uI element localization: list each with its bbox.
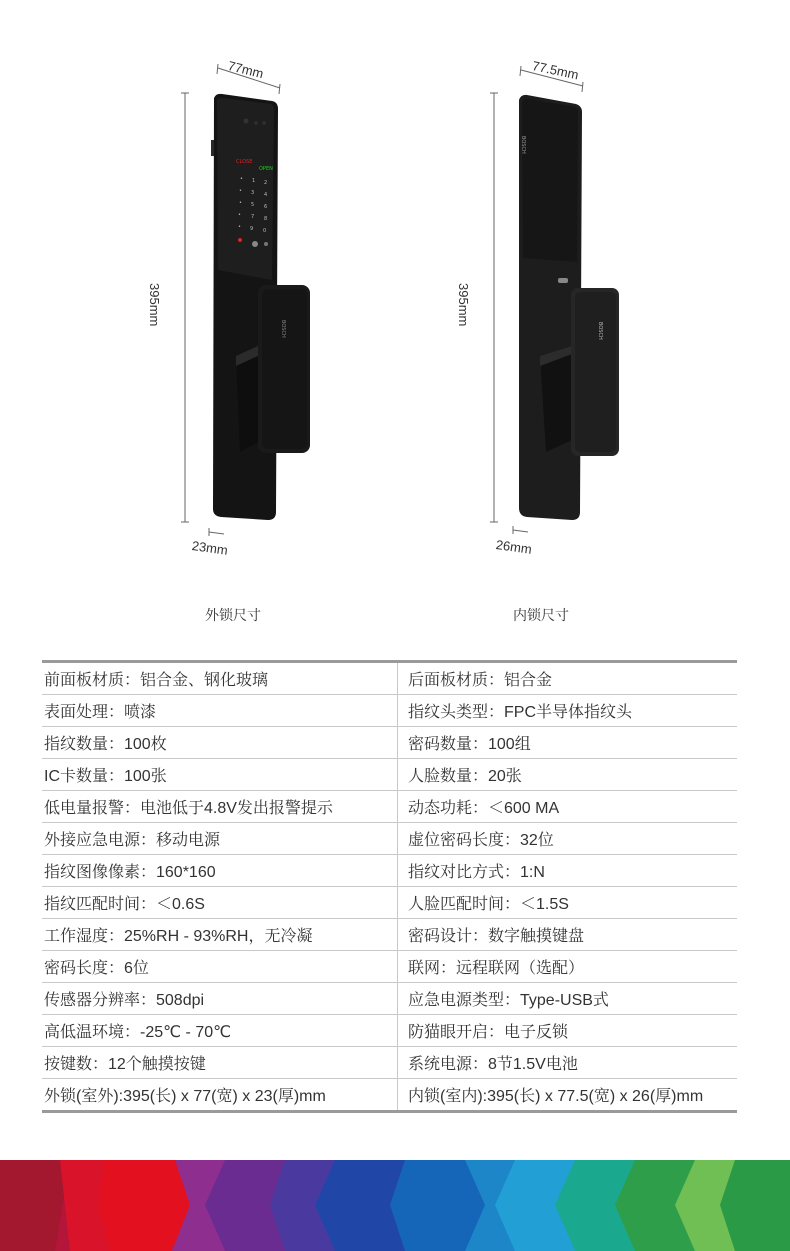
svg-text:9: 9 [250, 226, 254, 232]
spec-row [42, 759, 737, 791]
svg-text:•: • [239, 200, 242, 206]
spec-cell-left: 外接应急电源：移动电源 [42, 823, 398, 855]
spec-row [42, 983, 737, 1015]
spec-row [42, 951, 737, 983]
inner-width-label: 77.5mm [530, 58, 580, 83]
spec-cell-left: 指纹图像像素：160*160 [42, 855, 398, 887]
inner-height-dimension-line [490, 93, 498, 522]
spec-row [42, 695, 737, 727]
svg-text:•: • [238, 224, 241, 230]
brand-color-band [0, 1160, 790, 1251]
spec-cell-right: 防猫眼开启：电子反锁 [398, 1015, 738, 1047]
spec-cell-left: 指纹匹配时间：＜0.6S [42, 887, 398, 919]
outer-width-label: 77mm [226, 58, 266, 82]
spec-row [42, 727, 737, 759]
spec-cell-left: 外锁(室外):395(长) x 77(宽) x 23(厚)mm [42, 1079, 398, 1112]
spec-cell-left: 工作湿度：25%RH - 93%RH，无冷凝 [42, 919, 398, 951]
spec-cell-left: IC卡数量：100张 [42, 759, 398, 791]
spec-row [42, 1015, 737, 1047]
spec-row [42, 662, 737, 695]
outer-lock-body [211, 94, 310, 520]
svg-text:4: 4 [264, 192, 268, 198]
spec-cell-right: 人脸匹配时间：＜1.5S [398, 887, 738, 919]
spec-cell-right: 密码数量：100组 [398, 727, 738, 759]
spec-cell-left: 密码长度：6位 [42, 951, 398, 983]
spec-cell-right: 内锁(室内):395(长) x 77.5(宽) x 26(厚)mm [408, 1088, 704, 1105]
spec-cell-right: 联网：远程联网（选配） [398, 951, 738, 983]
outer-height-label: 395mm [147, 283, 162, 327]
spec-cell-right: 系统电源：8节1.5V电池 [398, 1047, 738, 1079]
svg-text:•: • [240, 176, 243, 182]
spec-cell-left: 按键数：12个触摸按键 [42, 1047, 398, 1079]
spec-cell-right: 指纹头类型：FPC半导体指纹头 [398, 695, 738, 727]
svg-text:0: 0 [263, 228, 267, 234]
spec-cell-left: 低电量报警：电池低于4.8V发出报警提示 [42, 791, 398, 823]
svg-text:1: 1 [252, 178, 256, 184]
spec-cell-left: 表面处理：喷漆 [42, 695, 398, 727]
outer-lock-caption: 外锁尺寸 [205, 607, 261, 623]
keypad-open-label: OPEN [259, 166, 273, 172]
spec-cell-right: 指纹对比方式：1:N [398, 855, 738, 887]
spec-row [42, 1047, 737, 1079]
inner-lock-body [519, 95, 619, 520]
spec-row [42, 887, 737, 919]
spec-row [42, 919, 737, 951]
svg-text:6: 6 [264, 204, 268, 210]
spec-cell-left: 前面板材质：铝合金、钢化玻璃 [42, 662, 398, 695]
inner-handle-brand: BOSCH [597, 322, 603, 340]
keypad-close-label: CLOSE [236, 159, 253, 165]
inner-height-label: 395mm [456, 283, 471, 327]
svg-text:•: • [238, 212, 241, 218]
inner-depth-dimension-line [513, 526, 528, 534]
outer-handle-brand: BOSCH [280, 320, 286, 338]
spec-cell-left: 指纹数量：100枚 [42, 727, 398, 759]
outer-depth-dimension-line [209, 528, 224, 536]
svg-text:5: 5 [251, 202, 255, 208]
spec-cell-right: 虚位密码长度：32位 [398, 823, 738, 855]
spec-row [42, 791, 737, 823]
spec-table [42, 660, 737, 1113]
svg-text:7: 7 [251, 214, 255, 220]
outer-height-dimension-line [181, 93, 189, 522]
spec-cell-right: 密码设计：数字触摸键盘 [398, 919, 738, 951]
outer-depth-label: 23mm [190, 538, 229, 558]
spec-row [42, 855, 737, 887]
spec-cell-left: 传感器分辨率：508dpi [42, 983, 398, 1015]
spec-cell-right: 动态功耗：＜600 MA [398, 791, 738, 823]
inner-body-brand: BOSCH [520, 136, 526, 154]
spec-cell-right: 人脸数量：20张 [398, 759, 738, 791]
spec-cell-right: 应急电源类型：Type-USB式 [398, 983, 738, 1015]
svg-text:8: 8 [264, 216, 268, 222]
inner-lock-caption: 内锁尺寸 [513, 607, 569, 623]
svg-text:•: • [239, 188, 242, 194]
spec-cell-left: 高低温环境：-25℃ - 70℃ [42, 1015, 398, 1047]
svg-text:3: 3 [251, 190, 255, 196]
spec-row [42, 823, 737, 855]
spec-cell-right: 后面板材质：铝合金 [398, 662, 738, 695]
inner-depth-label: 26mm [494, 537, 533, 557]
spec-row [42, 1079, 737, 1112]
svg-text:2: 2 [264, 180, 268, 186]
